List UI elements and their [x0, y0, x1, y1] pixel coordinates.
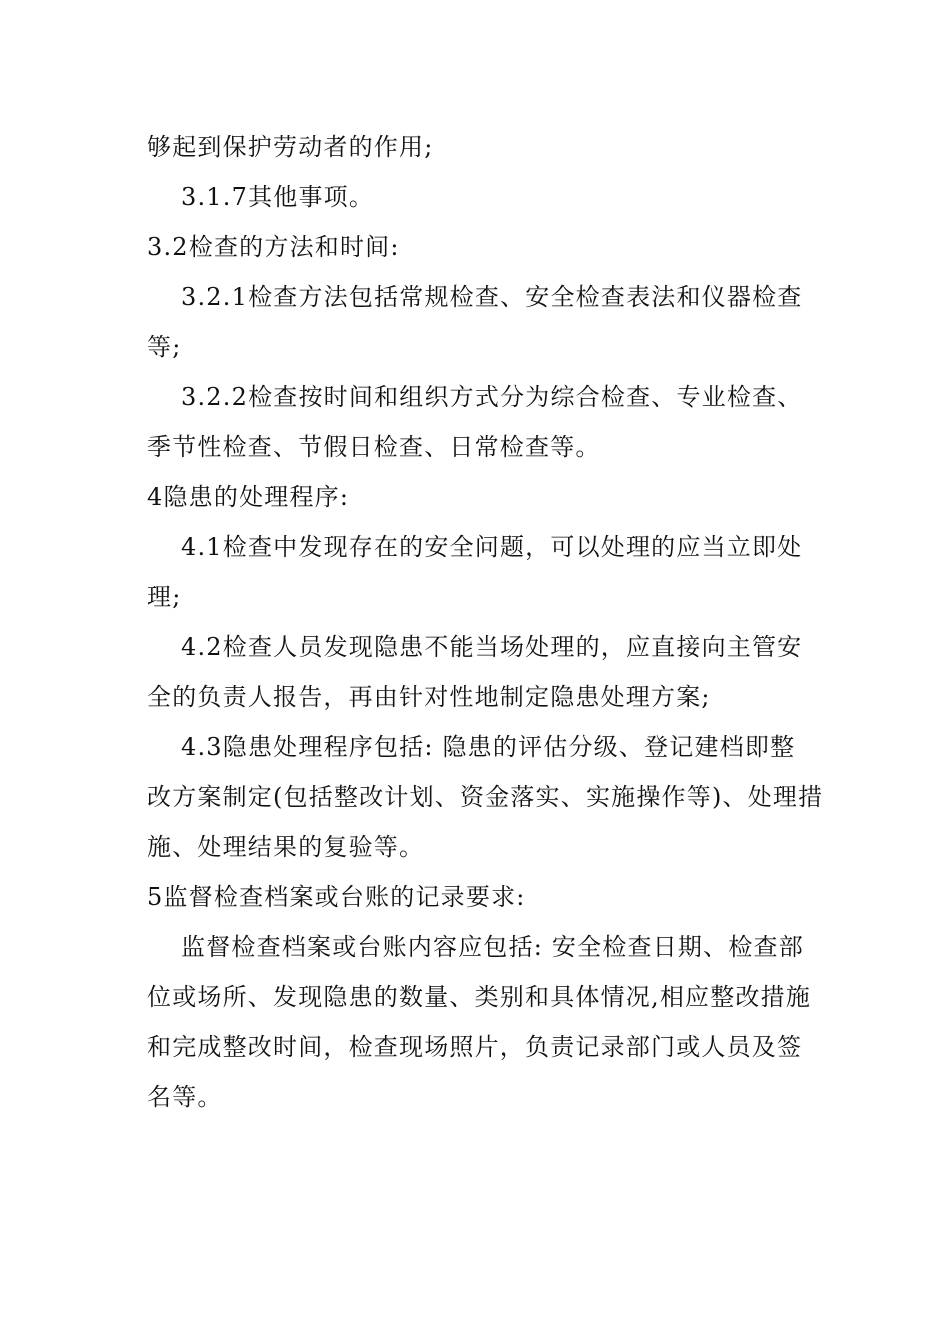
text-line: 改方案制定(包括整改计划、资金落实、实施操作等)、处理措 [147, 783, 824, 811]
text-line: 施、处理结果的复验等。 [147, 833, 425, 861]
text-line: 够起到保护劳动者的作用; [147, 133, 434, 161]
document-body [147, 122, 824, 1122]
text-line: 3.2.1检查方法包括常规检查、安全检查表法和仪器检查 [181, 283, 803, 311]
text-line: 4.3隐患处理程序包括: 隐患的评估分级、登记建档即整 [181, 733, 796, 761]
text-line: 名等。 [147, 1083, 223, 1111]
section-heading: 5监督检查档案或台账的记录要求: [147, 883, 526, 911]
text-line: 4.1检查中发现存在的安全问题，可以处理的应当立即处 [181, 533, 803, 561]
text-line: 3.1.7其他事项。 [181, 183, 375, 211]
text-line: 监督检查档案或台账内容应包括: 安全检查日期、检查部 [181, 933, 804, 961]
text-line: 季节性检查、节假日检查、日常检查等。 [147, 433, 601, 461]
section-heading: 4隐患的处理程序: [147, 483, 350, 511]
text-line: 和完成整改时间，检查现场照片，负责记录部门或人员及签 [147, 1033, 803, 1061]
text-line: 3.2.2检查按时间和组织方式分为综合检查、专业检查、 [181, 383, 803, 411]
text-line: 理; [147, 583, 182, 611]
text-line: 等; [147, 333, 182, 361]
section-heading: 3.2检查的方法和时间: [147, 233, 400, 261]
text-line: 位或场所、发现隐患的数量、类别和具体情况,相应整改措施 [147, 983, 812, 1011]
text-line: 全的负责人报告，再由针对性地制定隐患处理方案; [147, 683, 711, 711]
text-line: 4.2检查人员发现隐患不能当场处理的，应直接向主管安 [181, 633, 803, 661]
